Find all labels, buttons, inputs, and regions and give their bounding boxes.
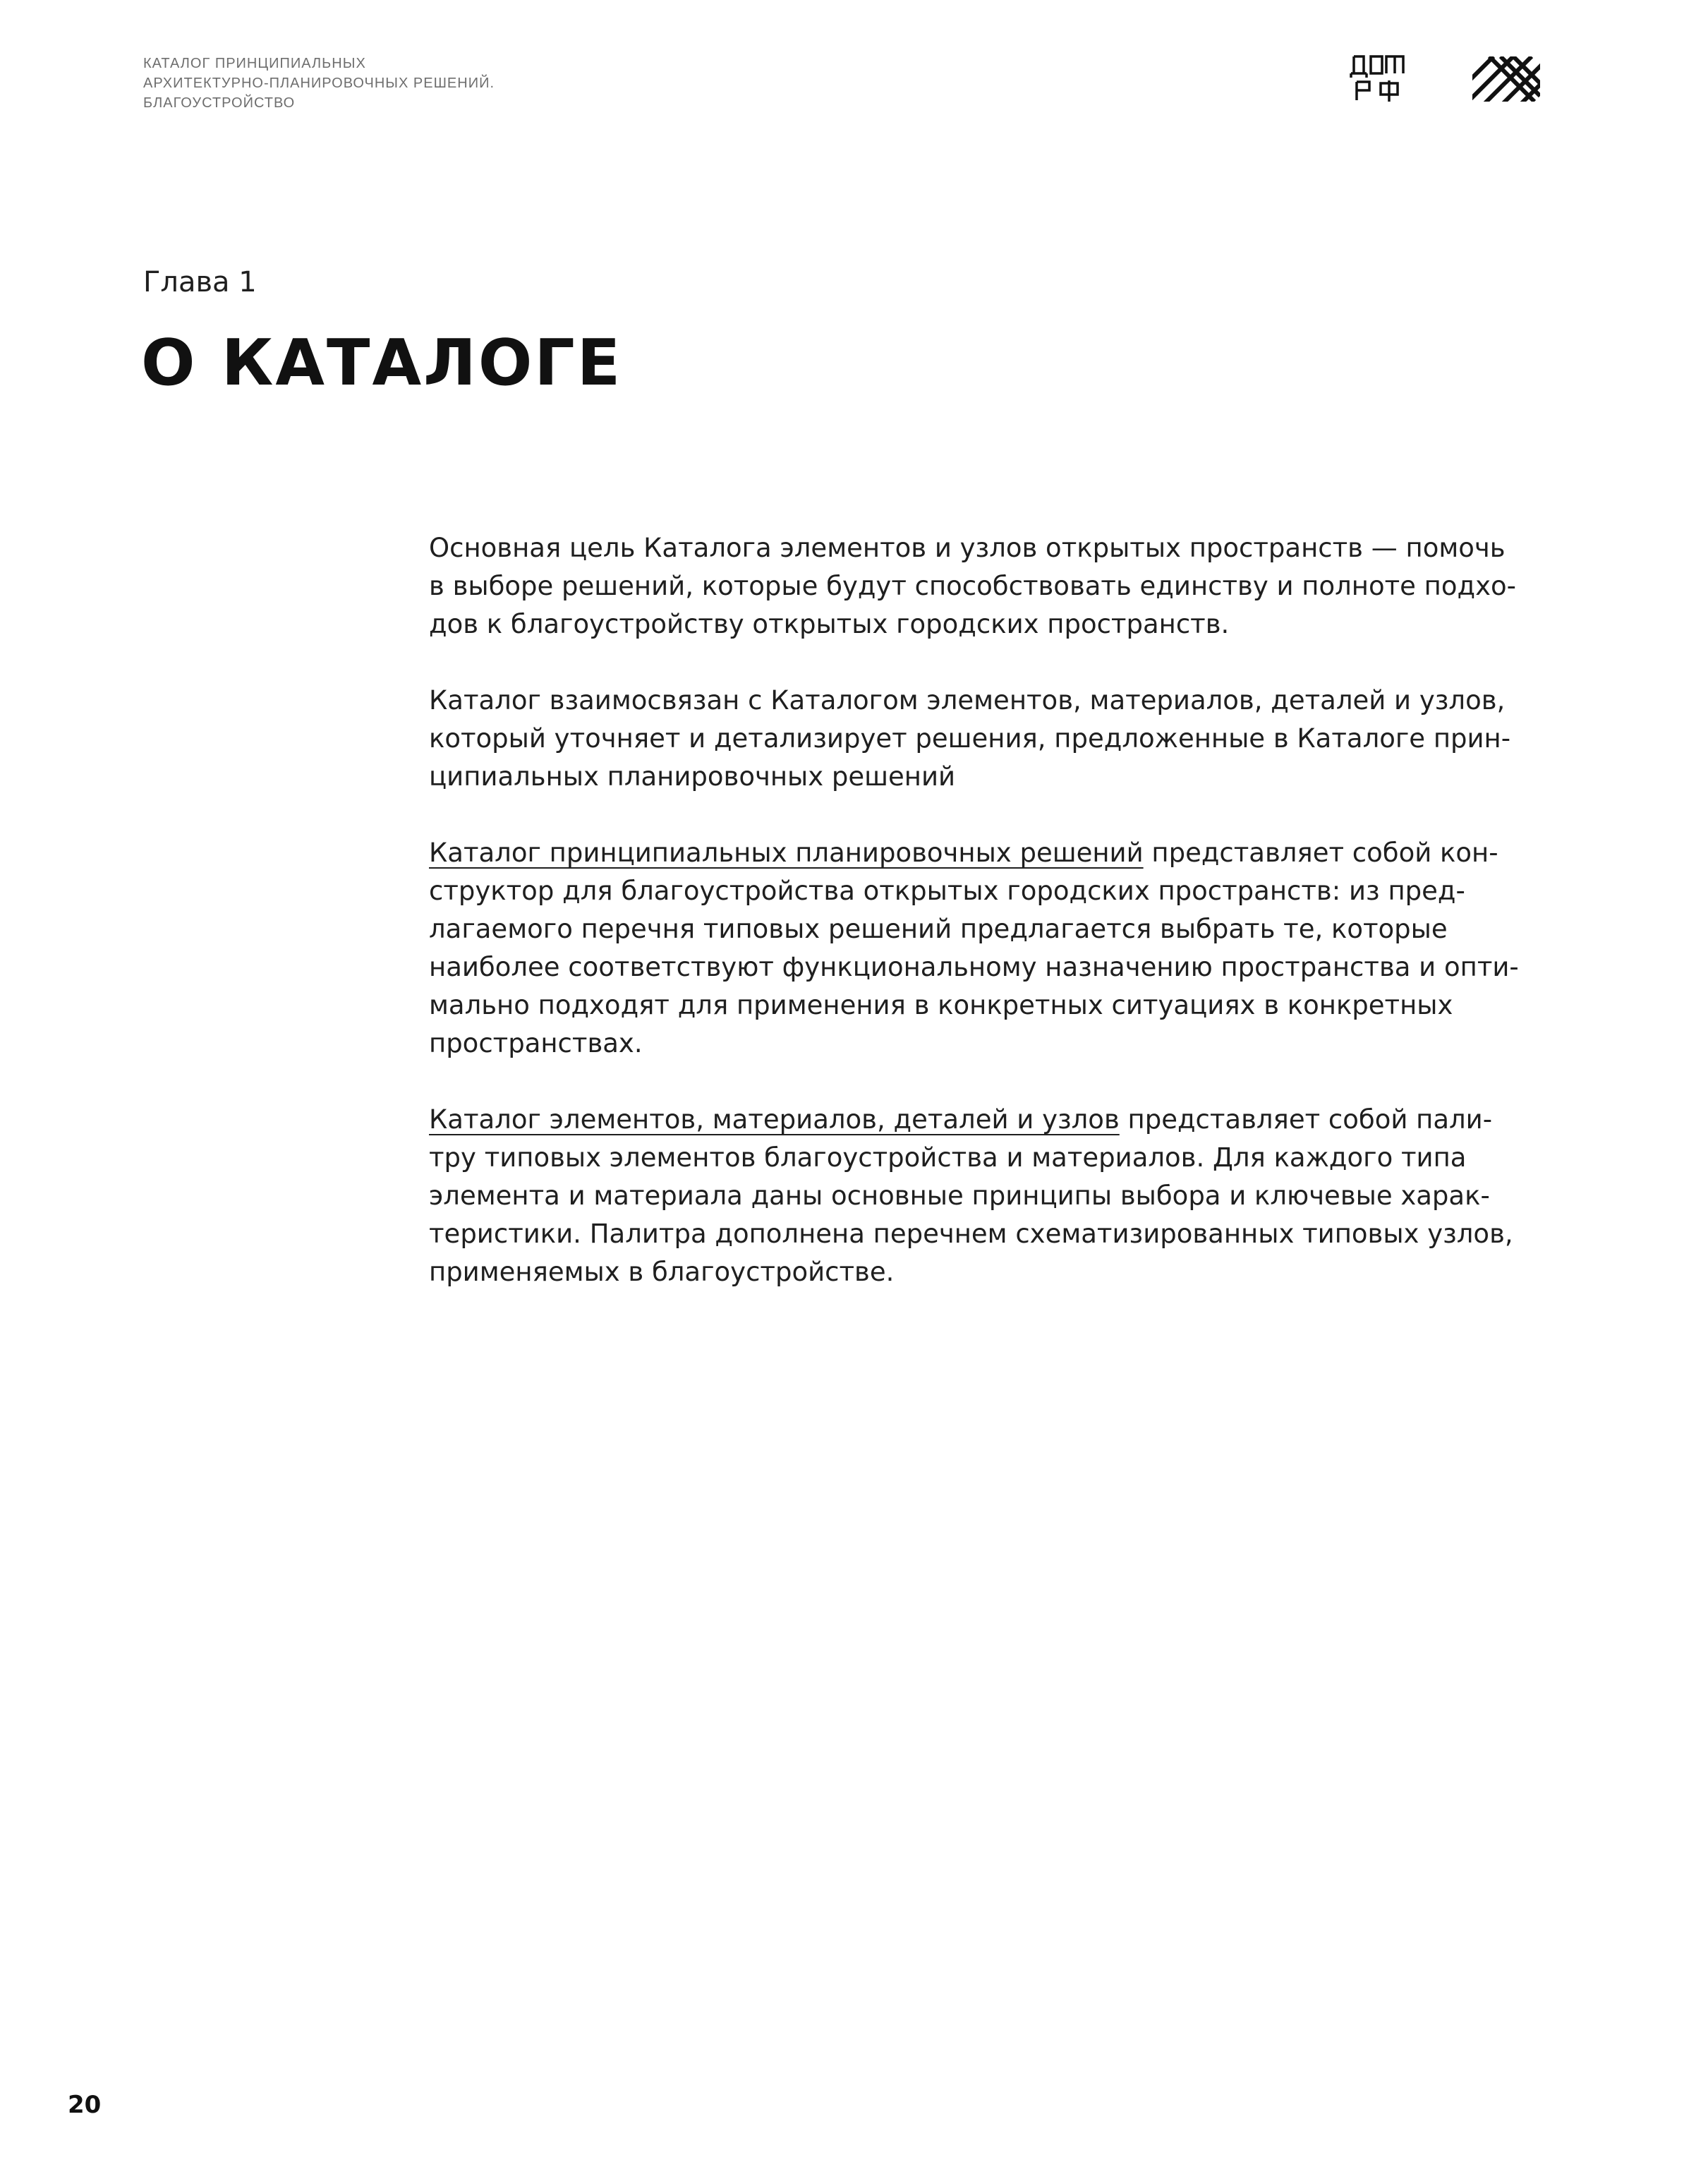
paragraph-4-line: элемента и материала даны основные принципы выбора и ключевые харак- [429,1181,1490,1211]
planning-solutions-catalog-link[interactable]: Каталог принципиальных планировочных решений [429,838,1144,868]
paragraph-2-line: Каталог взаимосвязан с Каталогом элементов, материалов, деталей и узлов, [429,685,1506,716]
paragraph-3-line: лагаемого перечня типовых решений предлагается выбрать те, которые [429,914,1448,944]
paragraph-1-line: в выборе решений, которые будут способствовать единству и полноте подхо- [429,571,1516,601]
elements-materials-catalog-link[interactable]: Каталог элементов, материалов, деталей и узлов [429,1104,1120,1135]
diagonal-weave-pattern-icon [1472,56,1540,102]
paragraph-3-line: структор для благоустройства открытых городских пространств: из пред- [429,876,1465,906]
paragraph-1-line: дов к благоустройству открытых городских пространств. [429,609,1230,639]
header-caption-line-2: АРХИТЕКТУРНО-ПЛАНИРОВОЧНЫХ РЕШЕНИЙ. [143,76,495,91]
paragraph-4-first-line-rest: представляет собой пали- [1119,1104,1493,1135]
header-caption-line-3: БЛАГОУСТРОЙСТВО [143,95,296,111]
paragraph-2 [429,682,1572,796]
paragraph-3-line: мально подходят для применения в конкретных ситуациях в конкретных [429,990,1453,1020]
paragraph-3-line: наиболее соответствуют функциональному назначению пространства и опти- [429,952,1519,982]
header-caption-line-1: КАТАЛОГ ПРИНЦИПИАЛЬНЫХ [143,56,366,71]
paragraph-2-line: ципиальных планировочных решений [429,761,956,792]
paragraph-2-line: который уточняет и детализирует решения, предложенные в Каталоге прин- [429,723,1511,754]
paragraph-4-first-line [429,1101,1572,1139]
paragraph-3-line: пространствах. [429,1028,643,1058]
paragraph-4-line: применяемых в благоустройстве. [429,1257,895,1287]
paragraph-3 [429,834,1572,1063]
body-text [429,529,1572,1329]
page-number: 20 [68,2091,102,2119]
paragraph-3-first-line-rest: представляет собой кон- [1143,838,1498,868]
paragraph-1 [429,529,1572,644]
chapter-label: Глава 1 [143,266,257,298]
paragraph-4-line: тру типовых элементов благоустройства и материалов. Для каждого типа [429,1142,1467,1173]
chapter-title: О КАТАЛОГЕ [141,326,623,400]
paragraph-4 [429,1101,1572,1291]
dom-rf-logo-icon [1350,54,1406,103]
paragraph-1-line: Основная цель Каталога элементов и узлов открытых пространств — помочь [429,533,1506,563]
document-header-caption [143,54,637,113]
paragraph-4-line: теристики. Палитра дополнена перечнем схематизированных типовых узлов, [429,1219,1513,1249]
paragraph-3-first-line [429,834,1572,872]
